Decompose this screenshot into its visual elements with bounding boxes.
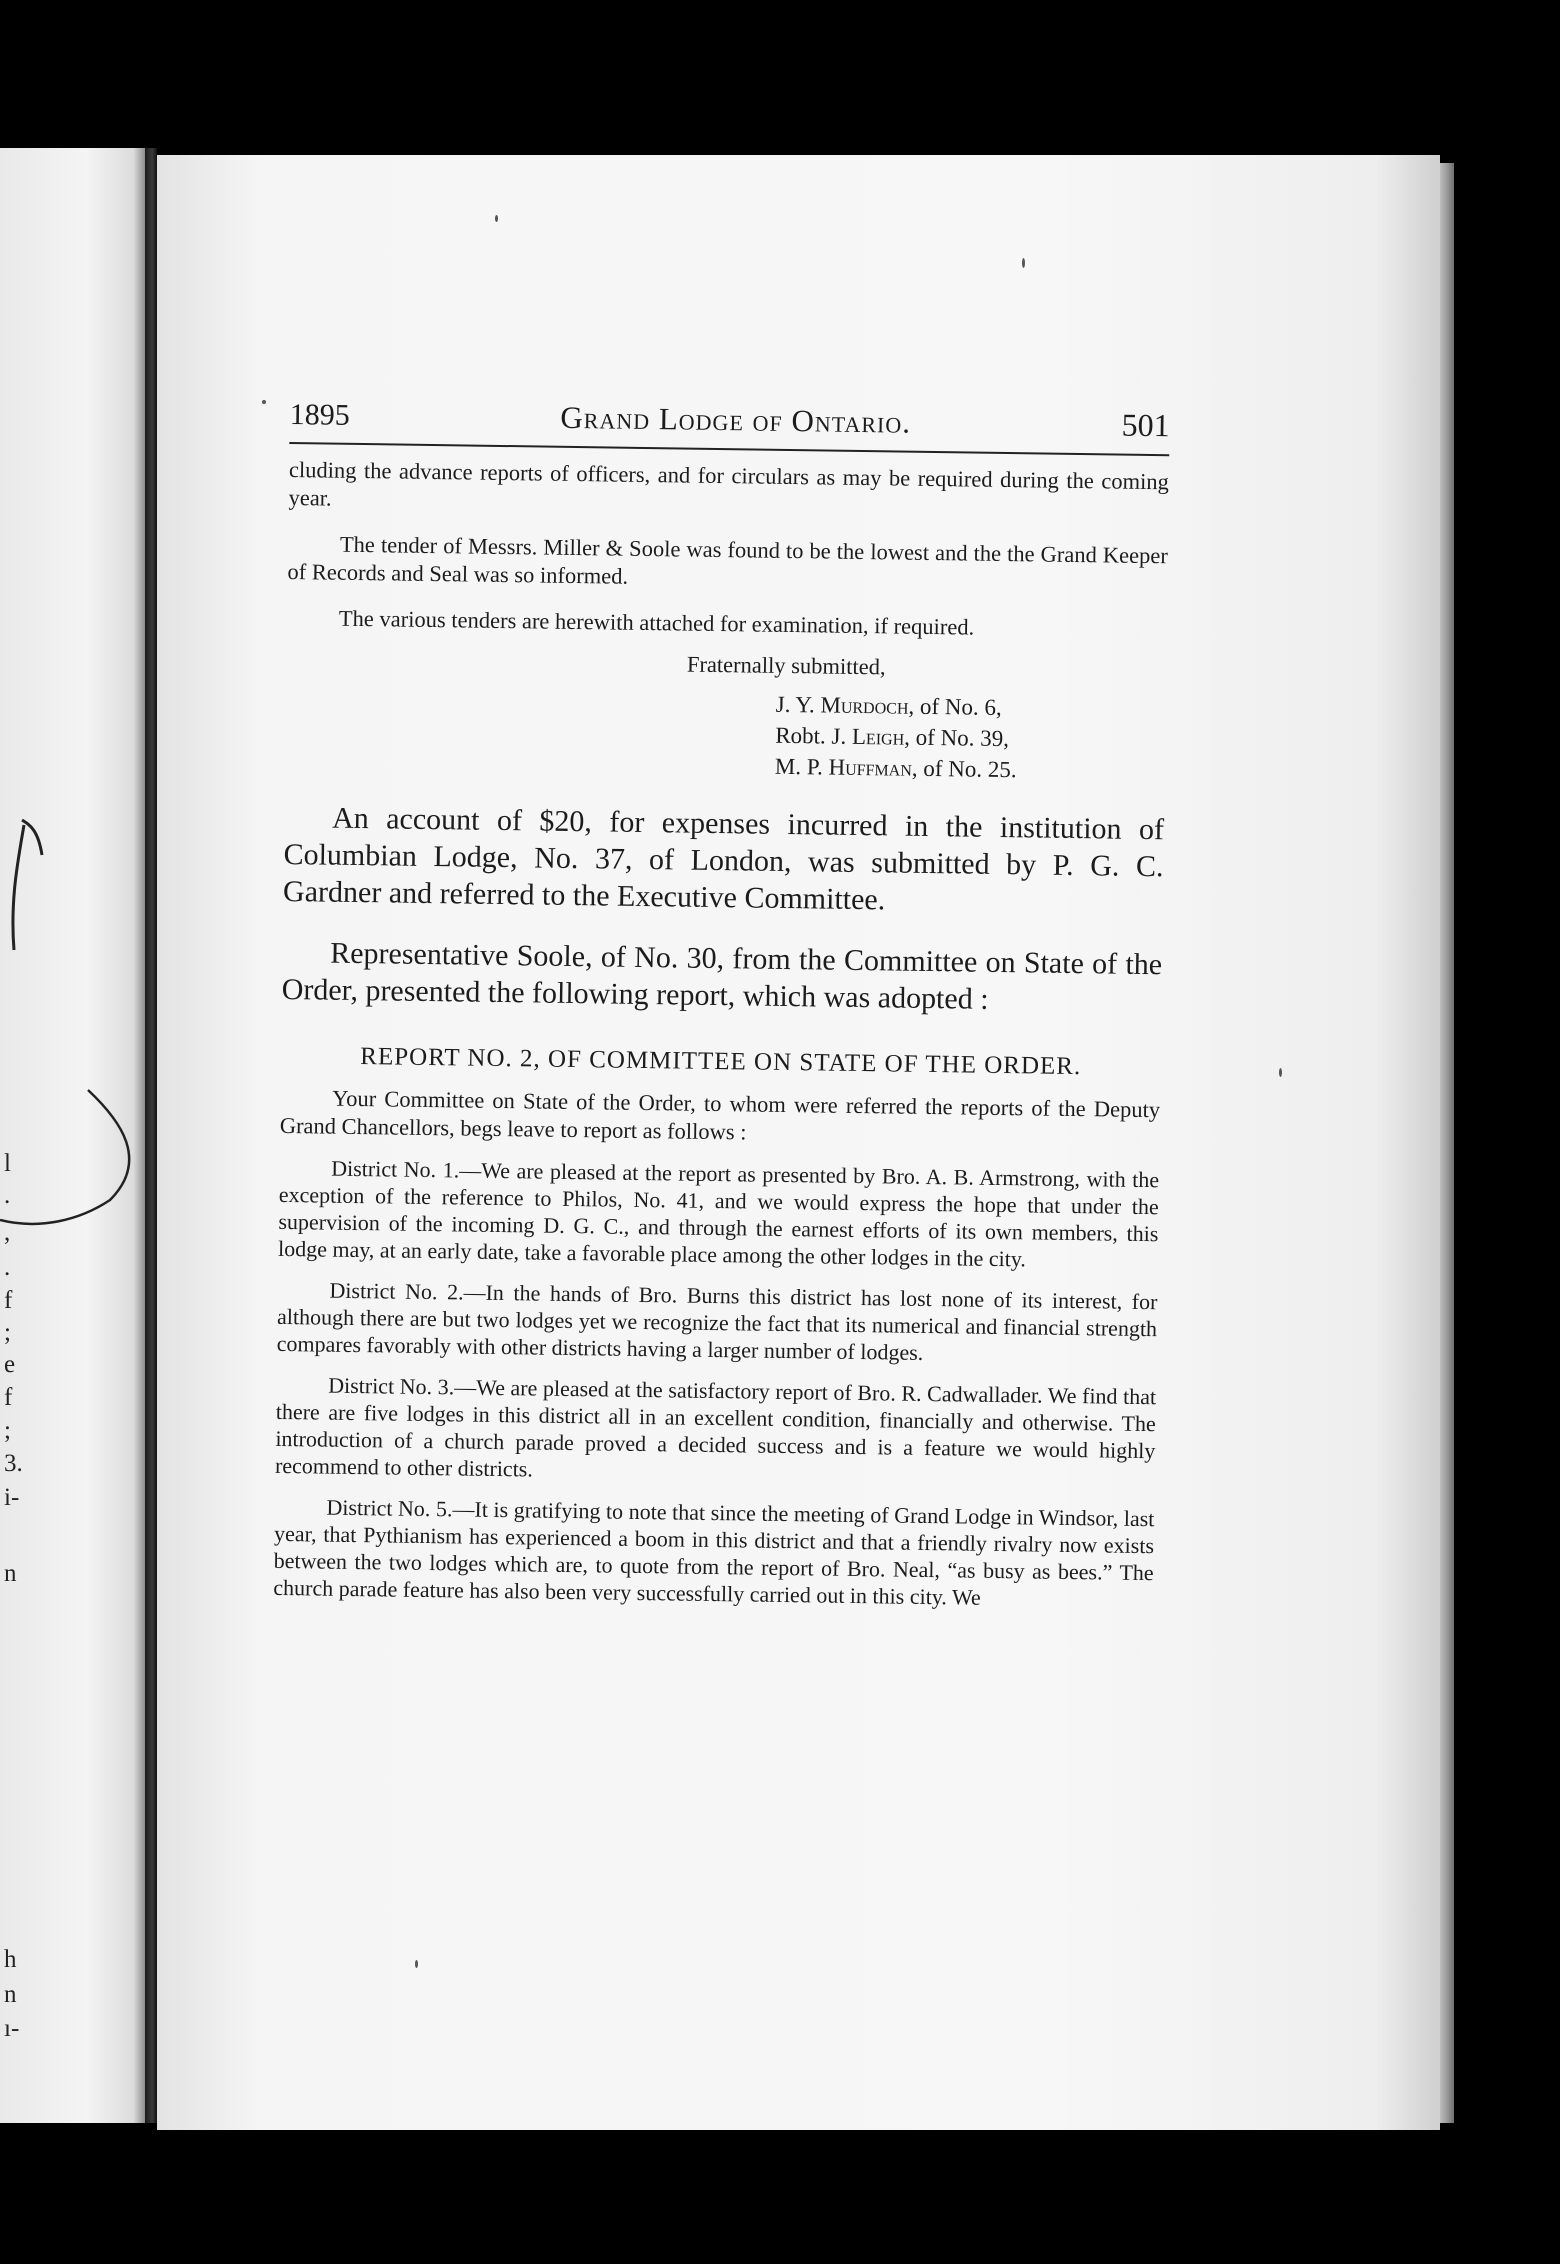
margin-fragment: i- [4, 1484, 20, 1511]
margin-fragment: n [4, 1560, 17, 1587]
running-head-year: 1895 [289, 397, 350, 432]
margin-fragment: h [4, 1946, 17, 1973]
paragraph-tenders-attached: The various tenders are herewith attached for examination, if required. [338, 605, 975, 640]
signatory-surname: Huffman [828, 754, 913, 781]
district-2-report: District No. 2.—In the hands of Bro. Burns this district has lost none of its interest, for although there are but two lodges yet we recognize the fact that its numerical and financial strength compares favorably with other districts having a larger number of lodges. [276, 1277, 1158, 1365]
margin-fragment: f [4, 1287, 13, 1314]
signatory-initials: Robt. J. [775, 722, 853, 749]
margin-fragment: . [4, 1182, 11, 1209]
margin-fragment: ; [4, 1319, 11, 1346]
margin-fragment: 3. [4, 1450, 23, 1477]
page-number: 501 [1121, 406, 1170, 444]
signatory-initials: M. P. [774, 753, 829, 780]
margin-fragment: n [4, 1981, 17, 2008]
closing-salutation: Fraternally submitted, [686, 651, 886, 680]
left-page-edge [0, 148, 145, 2123]
margin-fragment: l [4, 1150, 11, 1177]
margin-fragment: . [4, 1254, 11, 1281]
page-stack-edge [1440, 163, 1454, 2123]
signatory-surname: Leigh [851, 723, 905, 750]
paper-speck [1022, 258, 1025, 268]
paragraph-report-intro: Your Committee on State of the Order, to whom were referred the reports of the Deputy Grand Chancellors, begs leave to report as follows : [279, 1085, 1161, 1145]
signatory-lodge: , of No. 6, [908, 693, 1002, 720]
signatory-initials: J. Y. [775, 691, 821, 718]
signatory [775, 751, 1165, 787]
district-3-report: District No. 3.—We are pleased at the satisfactory report of Bro. R. Cadwallader. We find that there are five lodges in this district all in an excellent condition, financially and otherwise. The introduction of a church parade proved a decided success and is a feature we would highly recommend to other districts. [274, 1372, 1157, 1482]
report-heading: REPORT NO. 2, OF COMMITTEE ON STATE OF THE ORDER. [360, 1043, 1082, 1081]
signatory-surname: Murdoch [820, 692, 909, 719]
margin-fragment: ; [4, 1417, 11, 1444]
paragraph-representative: Representative Soole, of No. 30, from the Committee on State of the Order, presented the following report, which was adopted : [281, 936, 1163, 1016]
paper-speck [415, 1960, 418, 1968]
district-5-report: District No. 5.—It is gratifying to note that since the meeting of Grand Lodge in Windsor, last year, that Pythianism has experienced a boom in this district and that a friendly rivalry now exists between the two lodges which are, to quote from the report of Bro. Neal, “as busy as bees.” The church parade feature has also been very successfully carried out in this city. We [273, 1494, 1155, 1610]
margin-fragment: f [4, 1384, 13, 1411]
page-content [273, 395, 1170, 1613]
margin-fragment: e [4, 1351, 16, 1378]
paragraph-continuation: cluding the advance reports of officers, and for circulars as may be required during the coming year. [288, 456, 1170, 511]
district-1-report: District No. 1.—We are pleased at the report as presented by Bro. A. B. Armstrong, with the exception of the reference to Philos, No. 41, and we would express the hope that under the supervision of the incoming D. G. C., and through the earnest efforts of its own members, this lodge may, at an early date, take a favorable place among the other lodges in the city. [277, 1155, 1160, 1272]
paper-speck [262, 400, 266, 404]
paragraph-tender: The tender of Messrs. Miller & Soole was found to be the lowest and the the Grand Keeper of Records and Seal was so informed. [287, 531, 1169, 589]
running-head-title: Grand Lodge of Ontario. [560, 399, 912, 440]
signatory-lodge: , of No. 25. [911, 755, 1017, 783]
book-gutter [145, 148, 157, 2123]
signatories [775, 689, 1166, 787]
paragraph-account: An account of $20, for expenses incurred in the institution of Columbian Lodge, No. 37, of London, was submitted by P. G. C. Gardner and referred to the Executive Committee. [282, 801, 1165, 917]
signatory-lodge: , of No. 39, [904, 724, 1010, 752]
paper-speck [1279, 1068, 1282, 1077]
margin-fragment: , [4, 1219, 11, 1246]
paper-speck [495, 215, 498, 222]
margin-fragment: ı- [4, 2015, 20, 2042]
